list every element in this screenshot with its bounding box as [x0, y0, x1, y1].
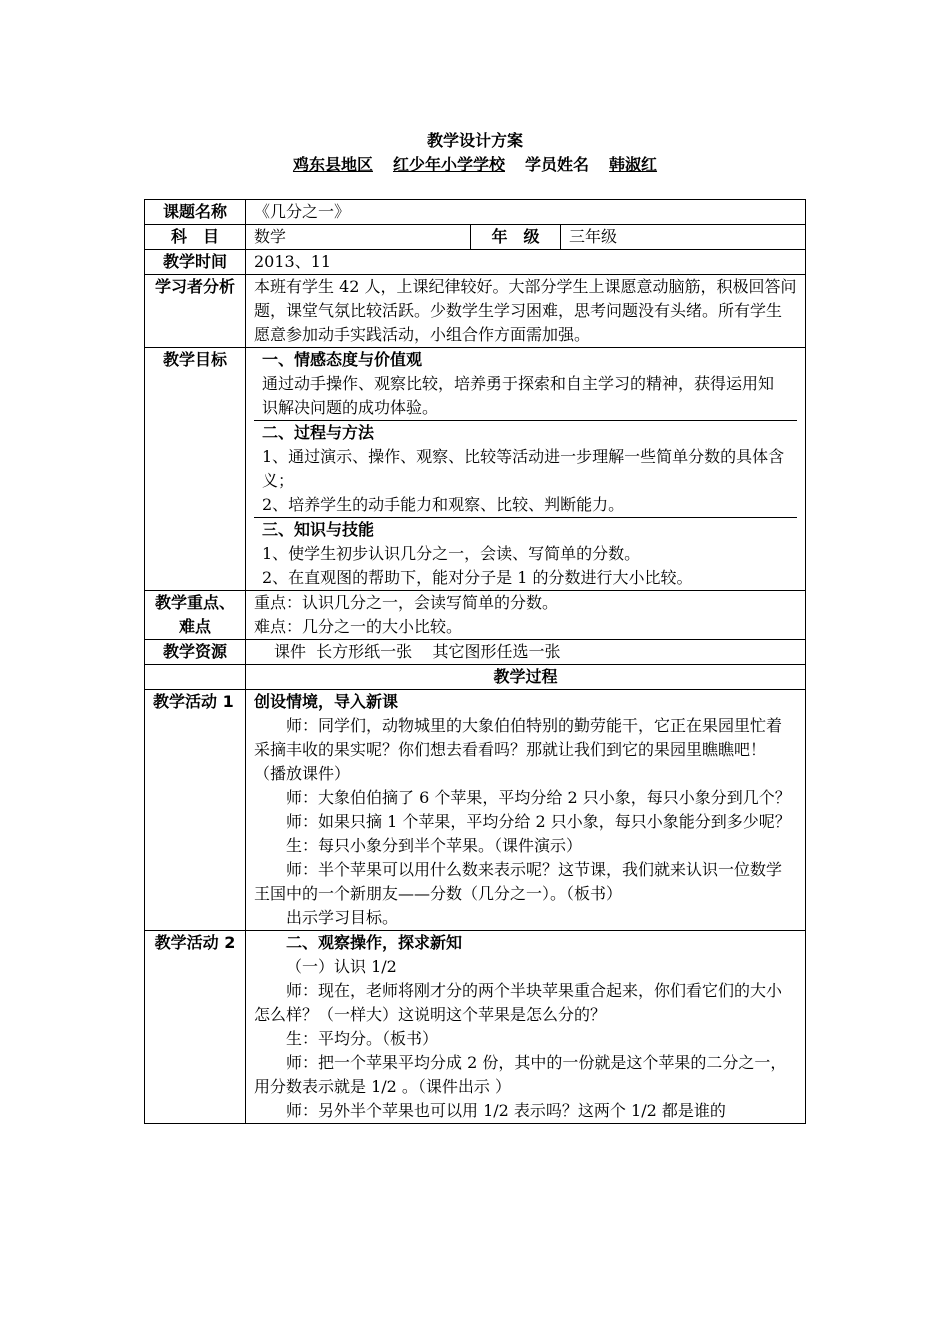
act2-paragraph: 师：另外半个苹果也可以用 1/2 表示吗？这两个 1/2 都是谁的 [286, 1101, 726, 1120]
act2-paragraph: 生：平均分。（板书） [286, 1029, 439, 1048]
goal1-title: 一、情感态度与价值观 [262, 350, 423, 369]
subject-row [145, 225, 806, 250]
resource-label: 教学资源 [145, 640, 246, 665]
grade-label: 年 级 [471, 225, 561, 250]
time-row [145, 250, 806, 275]
learner-label: 学习者分析 [145, 275, 246, 348]
resource-value: 课件 长方形纸一张 其它图形任选一张 [246, 640, 806, 665]
act1-paragraph: 师：大象伯伯摘了 6 个苹果，平均分给 2 只小象，每只小象分到几个？ [286, 788, 791, 807]
activity1-label: 教学活动 1 [145, 690, 246, 931]
activity1-content [246, 690, 806, 931]
goals-row [145, 348, 806, 591]
school-value: 红少年小学学校 [392, 155, 505, 174]
key-label: 教学重点、难点 [145, 591, 246, 640]
activity2-content [246, 931, 806, 1124]
act1-paragraph: 出示学习目标。 [286, 908, 399, 927]
learner-value: 本班有学生 42 人，上课纪律较好。大部分学生上课愿意动脑筋，积极回答问题，课堂气氛比较活跃。少数学生学习困难，思考问题没有头绪。所有学生愿意参加动手实践活动，小组合作方面需加强。 [246, 275, 806, 348]
key-line1: 重点：认识几分之一，会读写简单的分数。 [254, 593, 559, 612]
page-title: 教学设计方案 [426, 131, 523, 150]
activity1-row [145, 690, 806, 931]
goal2-title: 二、过程与方法 [262, 423, 375, 442]
key-line2: 难点：几分之一的大小比较。 [254, 617, 463, 636]
time-value: 2013、11 [246, 250, 806, 275]
learner-row [145, 275, 806, 348]
goal2-line1: 1、通过演示、操作、观察、比较等活动进一步理解一些简单分数的具体含义； [262, 447, 785, 490]
act2-paragraph: 师：现在，老师将刚才分的两个半块苹果重合起来，你们看它们的大小怎么样？（一样大）这说明这个苹果是怎么分的？ [254, 981, 783, 1024]
topic-row [145, 200, 806, 225]
process-label: 教学过程 [246, 665, 806, 690]
topic-value: 《几分之一》 [246, 200, 806, 225]
act1-paragraph: 师：半个苹果可以用什么数来表示呢？这节课，我们就来认识一位数学王国中的一个新朋友——分数（几分之一）。（板书） [254, 860, 783, 903]
act2-title: 二、观察操作，探求新知 [286, 933, 463, 952]
goal3-line1: 1、使学生初步认识几分之一，会读、写简单的分数。 [262, 544, 641, 563]
goals-label: 教学目标 [145, 348, 246, 591]
goal2-line2: 2、培养学生的动手能力和观察、比较、判断能力。 [262, 495, 625, 514]
key-content [246, 591, 806, 640]
header-info [0, 152, 950, 175]
activity2-label: 教学活动 2 [145, 931, 246, 1124]
student-name: 韩淑红 [609, 155, 658, 174]
subject-value: 数学 [246, 225, 471, 250]
goal-block-3 [254, 517, 797, 590]
act1-paragraph: 生：每只小象分到半个苹果。（课件演示） [286, 836, 583, 855]
grade-value: 三年级 [561, 225, 806, 250]
topic-label: 课题名称 [145, 200, 246, 225]
process-empty-cell [145, 665, 246, 690]
region-value: 鸡东县地区 [292, 155, 373, 174]
time-label: 教学时间 [145, 250, 246, 275]
act2-paragraph: （一）认识 1/2 [286, 957, 397, 976]
goal1-text: 通过动手操作、观察比较，培养勇于探索和自主学习的精神，获得运用知识解决问题的成功体验。 [262, 374, 775, 417]
goals-content [246, 348, 806, 591]
lesson-plan-table [144, 199, 806, 1124]
act1-paragraph: 师：同学们，动物城里的大象伯伯特别的勤劳能干，它正在果园里忙着采摘丰收的果实呢？你们想去看看吗？那就让我们到它的果园里瞧瞧吧！（播放课件） [254, 716, 783, 783]
resource-row [145, 640, 806, 665]
key-row [145, 591, 806, 640]
act2-paragraph: 师：把一个苹果平均分成 2 份，其中的一份就是这个苹果的二分之一，用分数表示就是 1/2 。（课件出示 ） [254, 1053, 787, 1096]
goal-block-1 [254, 348, 797, 420]
goal3-title: 三、知识与技能 [262, 520, 375, 539]
activity2-row [145, 931, 806, 1124]
student-label: 学员姓名 [525, 155, 590, 174]
act1-paragraph: 师：如果只摘 1 个苹果，平均分给 2 只小象，每只小象能分到多少呢？ [286, 812, 791, 831]
subject-label: 科 目 [145, 225, 246, 250]
process-row [145, 665, 806, 690]
goal-block-2 [254, 420, 797, 517]
act1-title: 创设情境，导入新课 [254, 692, 399, 711]
goal3-line2: 2、在直观图的帮助下，能对分子是 1 的分数进行大小比较。 [262, 568, 693, 587]
